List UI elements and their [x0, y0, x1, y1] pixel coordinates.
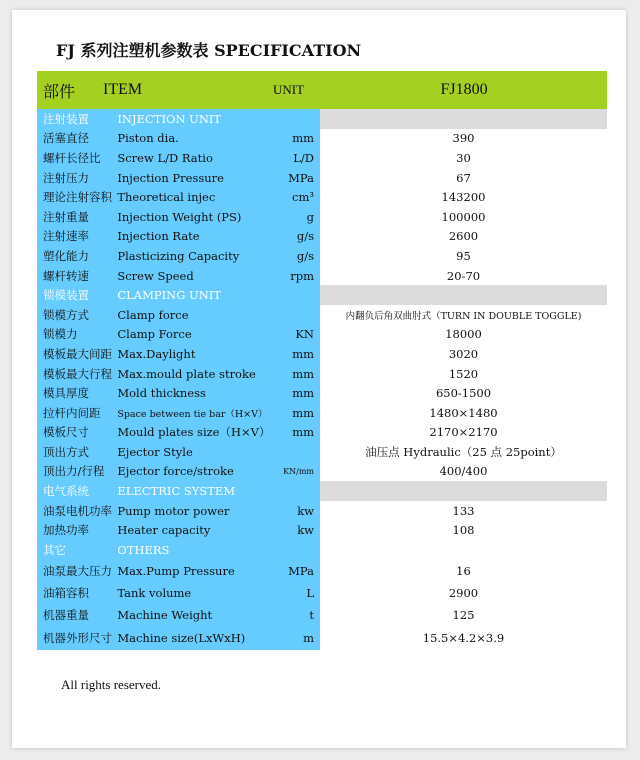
row-en-label: Screw Speed [117, 268, 194, 283]
row-unit: t [309, 607, 314, 622]
row-unit: g/s [296, 229, 314, 244]
header-unit: UNIT [273, 82, 305, 97]
row-unit: mm [292, 131, 314, 146]
row-cn-label: 模板最大间距 [43, 346, 112, 361]
row-unit: kw [297, 503, 314, 518]
row-value: 95 [456, 248, 471, 263]
row-unit: rpm [290, 268, 314, 283]
section-en: CLAMPING UNIT [117, 288, 222, 303]
table-row [37, 582, 607, 604]
row-cn-label: 螺杆转速 [43, 268, 89, 283]
section-cn: 电气系统 [43, 484, 89, 499]
table-body [37, 109, 607, 650]
row-unit: kw [297, 523, 314, 538]
row-cn-label: 油箱容积 [43, 585, 89, 600]
row-en-label: Machine Weight [117, 607, 213, 622]
section-en: INJECTION UNIT [117, 111, 222, 126]
row-unit: g [306, 209, 314, 224]
row-cn-label: 模板最大行程 [43, 366, 112, 381]
section-header [37, 481, 607, 501]
row-cn-label: 油泵最大压力 [43, 563, 112, 578]
row-cn-label: 理论注射容积 [43, 190, 112, 205]
row-en-label: Space between tie bar（H×V） [117, 408, 268, 420]
section-en: ELECTRIC SYSTEM [117, 484, 236, 499]
section-header [37, 109, 607, 129]
row-value: 18000 [445, 327, 482, 342]
row-en-label: Plasticizing Capacity [117, 248, 240, 263]
table-row [37, 364, 607, 384]
page-title: FJ 系列注塑机参数表 SPECIFICATION [56, 41, 362, 60]
row-unit: L [306, 585, 314, 600]
table-row [37, 423, 607, 443]
row-unit: KN/mm [283, 466, 314, 476]
row-unit: g/s [296, 248, 314, 263]
row-en-label: Injection Pressure [117, 170, 224, 185]
row-cn-label: 锁模方式 [43, 307, 89, 322]
row-value: 100000 [441, 209, 486, 224]
table-row [37, 520, 607, 540]
row-unit: KN [295, 327, 314, 342]
table-row [37, 227, 607, 247]
row-en-label: Ejector Style [117, 444, 193, 459]
header-model: FJ1800 [440, 81, 488, 98]
row-cn-label: 模具厚度 [43, 386, 89, 401]
table-row [37, 187, 607, 207]
table-row [37, 129, 607, 149]
section-cn: 注射装置 [43, 111, 89, 126]
row-value: 400/400 [439, 464, 488, 479]
spec-page [12, 10, 626, 748]
row-cn-label: 顶出力/行程 [43, 464, 105, 479]
row-value: 390 [452, 131, 475, 146]
row-cn-label: 模板尺寸 [43, 425, 89, 440]
row-unit: L/D [293, 150, 314, 165]
section-header [37, 285, 607, 305]
table-row [37, 266, 607, 286]
row-cn-label: 机器外形尺寸 [43, 630, 112, 645]
row-value: 1480×1480 [429, 405, 498, 420]
table-row [37, 148, 607, 168]
table-row [37, 604, 607, 626]
row-en-label: Screw L/D Ratio [117, 150, 213, 165]
table-row [37, 383, 607, 403]
row-en-label: Heater capacity [117, 523, 211, 538]
row-value: 108 [452, 523, 475, 538]
row-unit: mm [292, 405, 314, 420]
table-row [37, 344, 607, 364]
row-value: 1520 [448, 366, 479, 381]
row-en-label: Clamp force [117, 307, 189, 322]
row-en-label: Machine size(LxWxH) [117, 630, 246, 645]
row-value: 133 [452, 503, 475, 518]
header-item: ITEM [103, 81, 143, 98]
table-row [37, 168, 607, 188]
table-header [37, 71, 607, 109]
row-unit: mm [292, 346, 314, 361]
row-value: 650-1500 [435, 386, 492, 401]
row-unit: mm [292, 386, 314, 401]
row-cn-label: 活塞直径 [43, 131, 89, 146]
row-value: 2900 [448, 585, 479, 600]
row-en-label: Max.Daylight [117, 346, 196, 361]
table-row [37, 246, 607, 266]
row-en-label: Pump motor power [117, 503, 230, 518]
row-value: 油压点 Hydraulic（25 点 25point） [365, 444, 562, 459]
row-value: 15.5×4.2×3.9 [422, 630, 505, 645]
row-unit: MPa [288, 170, 314, 185]
table-row [37, 442, 607, 462]
row-value: 16 [456, 563, 471, 578]
row-en-label: Injection Weight (PS) [117, 209, 242, 224]
row-cn-label: 顶出方式 [43, 444, 89, 459]
table-row [37, 207, 607, 227]
row-cn-label: 注射速率 [43, 229, 89, 244]
row-value: 143200 [441, 190, 486, 205]
header-cn: 部件 [43, 83, 76, 101]
row-en-label: Tank volume [117, 585, 192, 600]
row-value: 3020 [448, 346, 479, 361]
row-en-label: Injection Rate [117, 229, 200, 244]
row-unit: m [303, 630, 314, 645]
footer-note: All rights reserved. [61, 677, 162, 692]
row-en-label: Piston dia. [117, 131, 179, 146]
table-row [37, 501, 607, 521]
table-row [37, 403, 607, 423]
row-en-label: Mold thickness [117, 386, 206, 401]
row-en-label: Max.mould plate stroke [117, 366, 256, 381]
row-value: 2170×2170 [429, 425, 498, 440]
table-row [37, 305, 607, 325]
row-value: 20-70 [446, 268, 481, 283]
row-cn-label: 机器重量 [43, 607, 89, 622]
section-header [37, 540, 607, 560]
row-en-label: Max.Pump Pressure [117, 563, 235, 578]
row-unit: mm [292, 366, 314, 381]
row-cn-label: 螺杆长径比 [43, 150, 101, 165]
section-en: OTHERS [117, 542, 170, 557]
row-cn-label: 加热功率 [43, 523, 89, 538]
row-en-label: Clamp Force [117, 327, 192, 342]
row-unit: MPa [288, 563, 314, 578]
row-unit: mm [292, 425, 314, 440]
row-value: 67 [456, 170, 471, 185]
row-cn-label: 锁模力 [43, 327, 78, 342]
row-value: 2600 [448, 229, 479, 244]
row-cn-label: 注射重量 [43, 209, 89, 224]
row-value: 125 [452, 607, 475, 622]
table-row [37, 462, 607, 482]
table-row [37, 325, 607, 345]
row-en-label: Mould plates size（H×V） [117, 425, 271, 440]
section-cn: 锁模装置 [43, 288, 89, 303]
row-cn-label: 塑化能力 [43, 248, 89, 263]
row-value: 30 [456, 150, 471, 165]
section-cn: 其它 [43, 542, 66, 557]
table-row [37, 626, 607, 650]
row-cn-label: 油泵电机功率 [43, 503, 112, 518]
row-en-label: Ejector force/stroke [117, 464, 234, 479]
spec-table [37, 71, 607, 650]
row-value: 内翻负后角双曲肘式（TURN IN DOUBLE TOGGLE) [345, 310, 582, 322]
row-en-label: Theoretical injec [117, 190, 216, 205]
row-cn-label: 注射压力 [43, 170, 89, 185]
table-row [37, 560, 607, 582]
row-unit: cm³ [292, 190, 314, 205]
row-cn-label: 拉杆内间距 [43, 405, 101, 420]
